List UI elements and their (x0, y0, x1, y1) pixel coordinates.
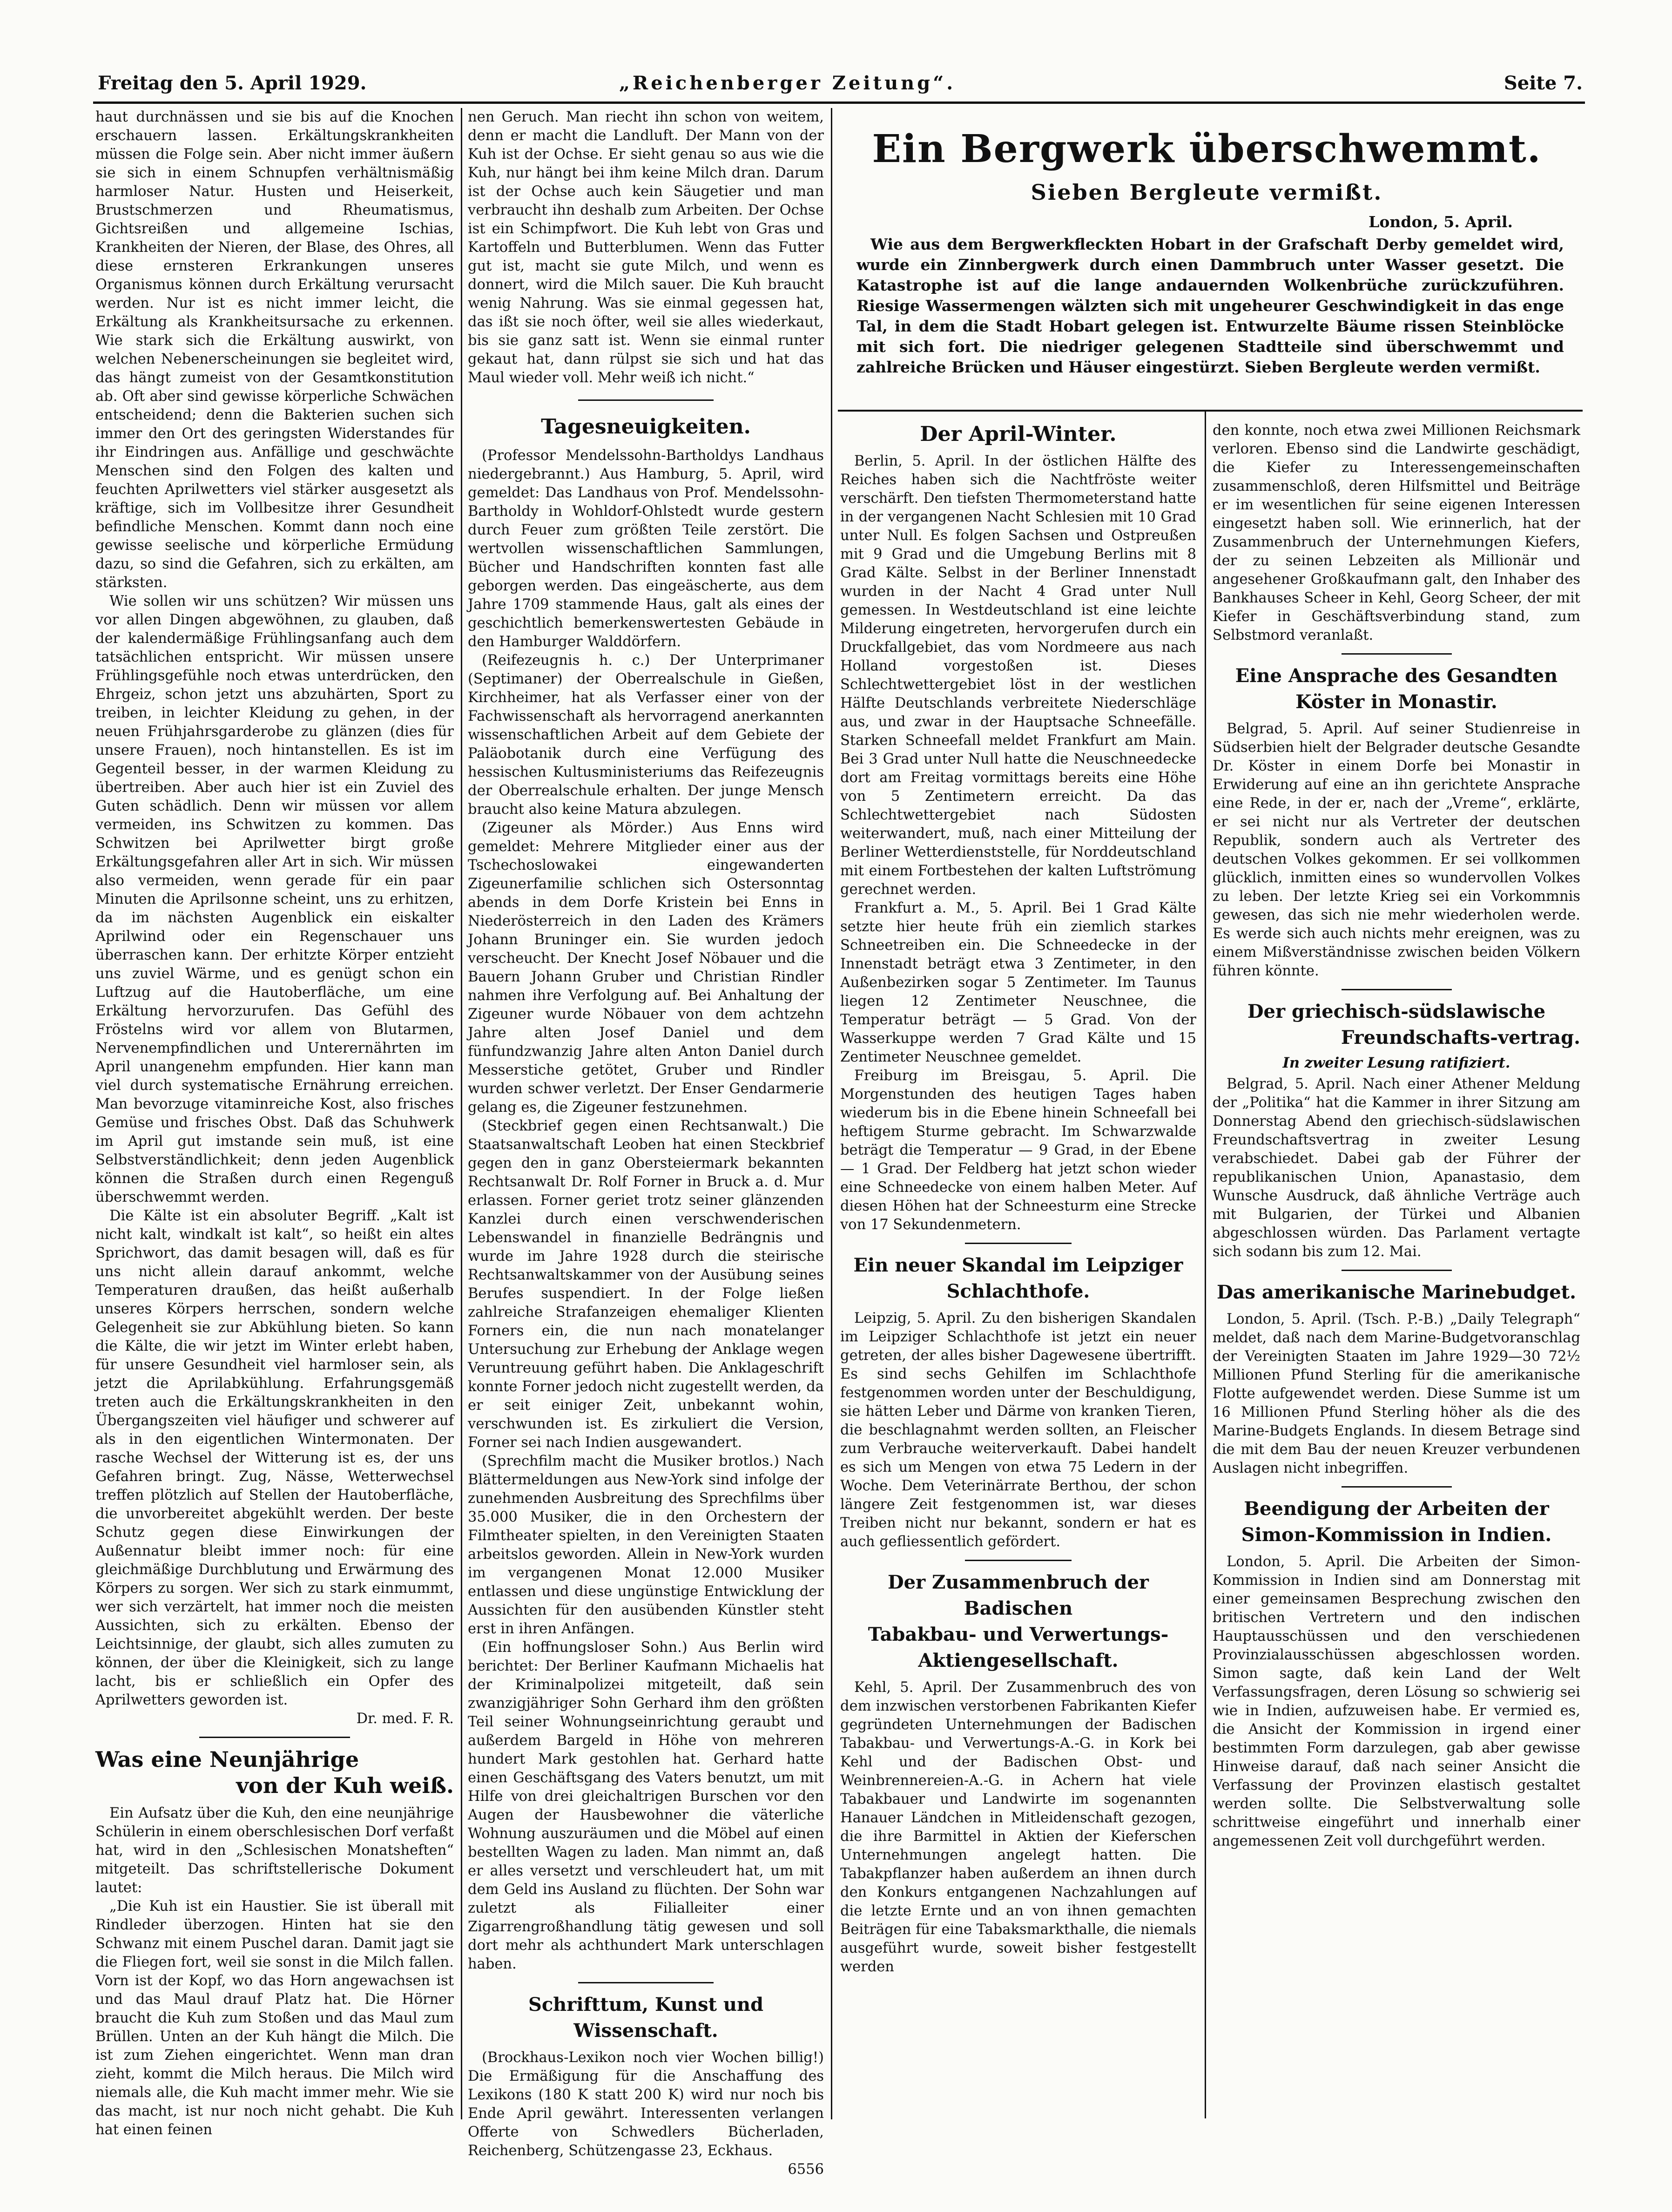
separator-rule (1342, 1270, 1452, 1271)
separator-rule (578, 1982, 714, 1983)
article-title: Das amerikanische Marinebudget. (1216, 1281, 1577, 1303)
col1-paragraph: Die Kälte ist ein absoluter Begriff. „Kalt ist nicht kalt, windkalt ist kalt“, so heißt ein altes Sprichwort, das damit besagen will, daß es für uns nicht allein darauf ankommt, welche Temperaturen draußen, das heißt außerhalb unseres Körpers herrschen, sondern welche Gelegenheit sie zur Abkühlung bieten. So kann die Kälte, die wir jetzt im Winter erlebt haben, für unsere Gesundheit viel harmloser sein, als jetzt die Aprilabkühlung. Erfahrungsgemäß treten auch die Erkältungskrankheiten in den Übergangszeiten viel häufiger und schwerer auf als in den eigentlichen Wintermonaten. Der rasche Wechsel der Witterung ist es, der uns Gefahren bringt. Zug, Nässe, Wetterwechsel treffen plötzlich auf Stellen der Hautoberfläche, die unvorbereitet abgekühlt werden. Der beste Schutz gegen diese Einwirkungen der Außennatur bleibt immer noch: für eine gleichmäßige Durchblutung und Erwärmung des Körpers zu sorgen. Wer sich zu stark einmummt, wer sich verzärtelt, hat immer noch die meisten Aussichten, sich zu erkälten. Ebenso der Leichtsinnige, der glaubt, sich alles zumuten zu können, der über die Kleinigkeit, sich zu lange lacht, bis er schließlich ein Opfer des Aprilwetters geworden ist. (95, 1208, 454, 1708)
lead-article (856, 212, 1564, 378)
column-2 (468, 108, 824, 2178)
col3-paragraph: Freiburg im Breisgau, 5. April. Die Morgenstunden des heutigen Tages haben wiederum bis in die Ebene hinein Schneefall bei heftigem Sturme gebracht. Im Schwarzwalde beträgt die Temperatur — 9 Grad, in der Ebene — 1 Grad. Der Feldberg hat jetzt schon wieder eine Schneedecke von einem halben Meter. Auf diesen Höhen hat der Schneesturm eine Strecke von 17 Sekundenmetern. (840, 1068, 1196, 1233)
news-item: (Ein hoffnungsloser Sohn.) Aus Berlin wird berichtet: Der Berliner Kaufmann Michaelis hat der Kriminalpolizei mitgeteilt, daß sein zwanzigjähriger Sohn Gerhard ihm den größten Teil seiner Wohnungseinrichtung geraubt und außerdem Bargeld in Höhe von mehreren hundert Mark gestohlen hat. Gerhard hatte einen Geschäftsgang des Vaters benutzt, um mit Hilfe von drei gleichaltrigen Burschen vor den Augen der Hausbewohner die väterliche Wohnung auszuräumen und die Möbel auf einen bestellten Wagen zu laden. Man nimmt an, daß er alles versetzt und verschleudert hat, um mit dem Geld ins Ausland zu flüchten. Der Sohn war zuletzt als Filialleiter einer Zigarrengroßhandlung tätig gewesen und soll dort mehr als achthundert Mark unterschlagen haben. (468, 1639, 824, 1972)
article-title (840, 1569, 1196, 1674)
col4-paragraph: Belgrad, 5. April. Auf seiner Studienreise in Südserbien hielt der Belgrader deutsche Gesandte Dr. Köster in einem Dorfe bei Monastir in Erwiderung auf eine an ihn gerichtete Ansprache eine Rede, in der er, nach der „Vreme“, erklärte, er sei nicht nur als Vertreter der deutschen Republik, sondern auch als Vertreter des deutschen Volkes gekommen. Er sei vollkommen glücklich, inmitten eines so wundervollen Volkes zu leben. Der letzte Krieg sei ein Vorkommnis gewesen, das sich nie mehr wiederholen werde. Es werde sich auch nichts mehr ereignen, was zu einem Mißverständnisse zwischen beiden Völkern führen könnte. (1213, 721, 1580, 979)
main-headline-block (831, 126, 1583, 206)
separator-rule (578, 399, 714, 401)
article-title-line: Der Zusammenbruch der Badischen (887, 1571, 1149, 1619)
separator-rule (1342, 989, 1452, 990)
lead-bottom-rule (838, 410, 1583, 412)
column-1 (95, 108, 454, 2138)
article-title-line: Eine Ansprache des Gesandten (1235, 665, 1558, 687)
col4-paragraph: den konnte, noch etwa zwei Millionen Reichsmark verloren. Ebenso sind die Landwirte geschädigt, die Kiefer zu Interessengemeinschaften zusammenschloß, deren Hilfsmittel und Beiträge er im wesentlichen für seine eigenen Interessen eingesetzt haben soll. Wie erinnerlich, hat der Zusammenbruch der Unternehmungen Kiefers, der zu seinen Lebzeiten als Millionär und angesehener Großkaufmann galt, den Inhaber des Bankhauses Scheer in Kehl, Georg Scheer, der mit Kiefer in Geschäftsverbindung stand, zum Selbstmord veranlaßt. (1213, 422, 1580, 643)
header-rule (93, 101, 1585, 104)
col4-paragraph: London, 5. April. Die Arbeiten der Simon-Kommission in Indien sind am Donnerstag mit einer gemeinsamen Besprechung zwischen den britischen Vertretern und den indischen Hauptausschüssen und den verschiedenen Provinzialausschüssen abgeschlossen worden. Simon sagte, daß kein Land der Welt Verfassungsfragen, deren Lösung so schwierig sei wie in Indien, aufzuweisen habe. Er vermied es, die Ansicht der Kommission in irgend einer bestimmten Form darzulegen, gab aber gewisse Hinweise darauf, daß nach seiner Ansicht die Verfassung der Provinzen elastisch gestaltet werden sollte. Die Selbstverwaltung solle schrittweise eingeführt und innerhalb einer angemessenen Zeit voll durchgeführt werden. (1213, 1554, 1580, 1849)
separator-rule (965, 1560, 1072, 1561)
article-title-line: Der griechisch-südslawische (1247, 1001, 1546, 1022)
column-divider-3 (1205, 410, 1206, 2118)
col3-paragraph: Berlin, 5. April. In der östlichen Hälfte des Reiches haben sich die Nachtfröste weiter verschärft. Den tiefsten Thermometerstand hatte in der vergangenen Nacht Schlesien mit 10 Grad unter Null. Es folgen Sachsen und Ostpreußen mit 9 Grad und die Umgebung Berlins mit 8 Grad Kälte. Selbst in der Berliner Innenstadt wurden in der Nacht 4 Grad unter Null gemessen. In Westdeutschland ist eine leichte Milderung eingetreten, hervorgerufen durch ein Druckfallgebiet, das vom Nordmeere aus nach Holland vorgestoßen ist. Dieses Schlechtwettergebiet löst in der westlichen Hälfte Deutschlands verbreitete Niederschläge aus, und zwar in der Hauptsache Schneefälle. Starken Schneefall meldet Frankfurt am Main. Bei 3 Grad unter Null hatte die Neuschneedecke dort am Freitag vormittags bereits eine Höhe von 5 Zentimetern erreicht. Da das Schlechtwettergebiet nach Südosten weiterwandert, muß, nach einer Mitteilung der Berliner Wetterdienststelle, für Norddeutschland mit einem Fortbestehen der kalten Luftströmung gerechnet werden. (840, 453, 1196, 898)
col4-paragraph: Belgrad, 5. April. Nach einer Athener Meldung der „Politika“ hat die Kammer in ihrer Sitzung am Donnerstag Abend den griechisch-südslawischen Freundschaftsvertrag in zweiter Lesung verabschiedet. Dabei gab der Führer der republikanischen Union, Apanastasio, dem Wunsche Ausdruck, daß ähnliche Verträge auch mit Bulgarien, der Türkei und Albanien abgeschlossen würden. Das Parlament vertagte sich sodann bis zum 12. Mai. (1213, 1076, 1580, 1260)
separator-rule (965, 1243, 1072, 1244)
page-header (98, 72, 1583, 100)
lead-paragraph: Wie aus dem Bergwerkfleckten Hobart in der Grafschaft Derby gemeldet wird, wurde ein Zinnbergwerk durch einen Dammbruch unter Wasser gesetzt. Die Katastrophe ist auf die lange andauernden Wolkenbrüche zurückzuführen. Riesige Wassermengen wälzten sich mit ungeheurer Geschwindigkeit in das enge Tal, in dem die Stadt Hobart gelegen ist. Entwurzelte Bäume rissen Steinblöcke mit sich fort. Die niedriger gelegenen Stadtteile sind überschwemmt und zahlreiche Brücken und Häuser eingestürzt. Sieben Bergleute werden vermißt. (856, 235, 1564, 376)
article-subtitle: In zweiter Lesung ratifiziert. (1282, 1055, 1510, 1071)
article-title (1213, 663, 1580, 715)
main-headline: Ein Bergwerk überschwemmt. (872, 127, 1542, 171)
article-title-line: Simon-Kommission in Indien. (1241, 1524, 1552, 1546)
col1-paragraph: Wie sollen wir uns schützen? Wir müssen uns vor allen Dingen abgewöhnen, zu glauben, daß der kalendermäßige Frühlingsanfang auch dem tatsächlichen entspricht. Wir müssen unsere Frühlingsgefühle noch etwas unterdrücken, den Ehrgeiz, schon jetzt uns abzuhärten, Sport zu treiben, in leichter Kleidung zu gehen, in der neuen Frühjahrsgarderobe zu glänzen (dies für unsere Frauen), noch hintanstellen. Es ist im Gegenteil besser, in der warmen Kleidung zu übertreiben. Aber auch hier ist ein Zuviel des Guten schädlich. Denn wir müssen vor allem vermeiden, ins Schwitzen zu kommen. Das Schwitzen bei Aprilwetter birgt große Erkältungsgefahren aller Art in sich. Wir müssen also vermeiden, wenn gerade für ein paar Minuten die Aprilsonne scheint, uns zu erhitzen, da im nächsten Augenblick ein eiskalter Aprilwind oder ein Regenschauer uns überraschen kann. Der erhitzte Körper entzieht uns zuviel Wärme, und es genügt schon ein Luftzug auf die Hautoberfläche, um eine Erkältung hervorzurufen. Das Gefühl des Fröstelns wird vor allem von Blutarmen, Nervenempfindlichen und Unterernährten im April unangenehm empfunden. Hier kann man viel durch systematische Ernährung erreichen. Man bevorzuge vitaminreiche Kost, also frisches Gemüse und frisches Obst. Daß das Schuhwerk im April gut imstande sein muß, ist eine Selbstverständlichkeit; denn jeden Augenblick können die Straßen durch einen Regenguß überschwemmt werden. (95, 593, 454, 1205)
article-title (95, 1746, 454, 1799)
separator-rule (199, 1737, 350, 1738)
header-paper-name: „Reichenberger Zeitung“. (619, 72, 956, 94)
col3-paragraph: Frankfurt a. M., 5. April. Bei 1 Grad Kälte setzte hier heute früh ein ziemlich starkes Schneetreiben ein. Die Schneedecke in der Innenstadt beträgt etwa 3 Zentimeter, in den Außenbezirken sogar 5 Zentimeter. Im Taunus liegen 12 Zentimeter Neuschnee, die Temperatur beträgt — 5 Grad. Von der Wasserkuppe werden 7 Grad Kälte und 15 Zentimeter Neuschnee gemeldet. (840, 900, 1196, 1065)
col1-article-paragraph: Ein Aufsatz über die Kuh, den eine neunjährige Schülerin in einem oberschlesischen Dorf verfaßt hat, wird in den „Schlesischen Monatsheften“ mitgeteilt. Das schriftstellerische Dokument lautet: (95, 1805, 454, 1896)
article-title-line: Was eine Neunjährige (95, 1747, 359, 1772)
lead-dateline: London, 5. April. (1369, 213, 1513, 231)
separator-rule (1342, 653, 1452, 655)
article-title-line: Freundschafts-vertrag. (1341, 1027, 1580, 1049)
separator-rule (1342, 1486, 1452, 1488)
article-title-line: Aktiengesellschaft. (918, 1650, 1119, 1671)
column-divider-1 (461, 108, 462, 2119)
article-signature: Dr. med. F. R. (356, 1711, 454, 1727)
section-title: Tagesneuigkeiten. (541, 415, 751, 439)
news-item: (Reifezeugnis h. c.) Der Unterprimaner (Septimaner) der Oberrealschule in Gießen, Kirchheimer, hat als Verfasser einer von der Fachwissenschaft als hervorragend anerkannten wissenschaftlichen Arbeit auf dem Gebiete der Paläobotanik durch eine Verfügung des hessischen Kultusministeriums das Reifezeugnis der Oberrealschule erhalten. Der junge Mensch braucht also keine Matura abzulegen. (468, 652, 824, 818)
article-title (1213, 999, 1580, 1051)
notice-item: (Brockhaus-Lexikon noch vier Wochen billig!) Die Ermäßigung für die Anschaffung des Lexikons (180 K statt 200 K) wird nur noch bis Ende April gewährt. Interessenten verlangen Offerte von Schwedlers Bücherladen, Reichenberg, Schützengasse 23, Eckhaus. (468, 2050, 824, 2159)
article-title-line: Ein neuer Skandal im Leipziger (853, 1254, 1183, 1276)
col2-paragraph: nen Geruch. Man riecht ihn schon von weitem, denn er macht die Landluft. Der Mann von der Kuh ist der Ochse. Er sieht genau so aus wie die Kuh, nur hängt bei ihm keine Milch dran. Darum ist der Ochse auch kein Säugetier und man verbraucht ihn deshalb zum Arbeiten. Der Ochse ist ein Schimpfwort. Die Kuh lebt von Gras und Kartoffeln und Butterblumen. Wenn das Futter gut ist, macht sie gute Milch, und wenn es donnert, wird die Milch sauer. Die Kuh braucht wenig Nahrung. Was sie einmal gegessen hat, das ißt sie noch öfter, weil sie alles wiederkaut, bis sie ganz satt ist. Wenn sie einmal runter gekaut hat, dann rülpst sie sich und hat das Maul wieder voll. Mehr weiß ich nicht.“ (468, 109, 824, 386)
news-item: (Steckbrief gegen einen Rechtsanwalt.) Die Staatsanwaltschaft Leoben hat einen Steckbrief gegen den in ganz Obersteiermark bekannten Rechtsanwalt Dr. Rolf Forner in Bruck a. d. Mur erlassen. Forner geriet trotz seiner glänzenden Kanzlei durch einen verschwenderischen Lebenswandel in finanzielle Bedrängnis und wurde im Jahre 1928 durch die steirische Rechtsanwaltskammer von der Ausübung seines Berufes suspendiert. In der Folge ließen zahlreiche Strafanzeigen ehemaliger Klienten Forners ein, die nun nach monatelanger Untersuchung zur Erhebung der Anklage wegen Veruntreuung geführt haben. Die Anklageschrift konnte Forner jedoch nicht zugestellt werden, da er seit einiger Zeit, unbekannt wohin, verschwunden ist. Es zirkuliert die Version, Forner sei nach Indien ausgewandert. (468, 1118, 824, 1451)
article-title-line: Tabakbau- und Verwertungs- (868, 1623, 1169, 1645)
article-title-line: von der Kuh weiß. (236, 1773, 454, 1798)
article-title: Der April-Winter. (920, 422, 1117, 446)
column-3 (840, 421, 1196, 2118)
section-title: Schrifttum, Kunst und Wissenschaft. (528, 1994, 764, 2042)
header-page-number: Seite 7. (1503, 72, 1583, 94)
col1-article-paragraph: „Die Kuh ist ein Haustier. Sie ist überall mit Rindleder überzogen. Hinten hat sie den Schwanz mit einem Puschel daran. Damit jagt sie die Fliegen fort, weil sie sonst in die Milch fallen. Vorn ist der Kopf, wo das Horn angewachsen ist und das Maul drauf Platz hat. Die Hörner braucht die Kuh zum Stoßen und das Maul zum Brüllen. Unten an der Kuh hängt die Milch. Die ist zum Ziehen eingerichtet. Wenn man dran zieht, kommt die Milch heraus. Die Milch wird niemals alle, die Kuh macht immer mehr. Wie sie das macht, ist nur noch nicht gehabt. Die Kuh hat einen feinen (95, 1898, 454, 2138)
col4-paragraph: London, 5. April. (Tsch. P.-B.) „Daily Telegraph“ meldet, daß nach dem Marine-Budgetvoranschlag der Vereinigten Staaten im Jahre 1929—30 72½ Millionen Pfund Sterling für die amerikanische Flotte aufgewendet werden. Diese Summe ist um 16 Millionen Pfund Sterling höher als die des Marine-Budgets Englands. In diesem Betrage sind die mit dem Bau der neuen Kreuzer verbundenen Auslagen nicht inbegriffen. (1213, 1311, 1580, 1476)
article-title (840, 1252, 1196, 1305)
article-title (1213, 1496, 1580, 1548)
column-4 (1213, 421, 1580, 2118)
column-divider-2 (831, 108, 832, 2119)
news-item: (Professor Mendelssohn-Bartholdys Landhaus niedergebrannt.) Aus Hamburg, 5. April, wird gemeldet: Das Landhaus von Prof. Mendelssohn-Bartholdy in Wohldorf-Ohlstedt wurde gestern durch Feuer zum größten Teile zerstört. Die wertvollen wissenschaftlichen Sammlungen, Bücher und Handschriften konnten fast alle geborgen werden. Das eingeäscherte, aus dem Jahre 1709 stammende Haus, galt als eines der geschichtlich bemerkenswertesten Gebäude in den Hamburger Walddörfern. (468, 447, 824, 650)
article-title-line: Köster in Monastir. (1295, 691, 1497, 713)
notice-code: 6556 (788, 2161, 824, 2178)
article-title-line: Beendigung der Arbeiten der (1244, 1498, 1549, 1520)
news-item: (Zigeuner als Mörder.) Aus Enns wird gemeldet: Mehrere Mitglieder einer aus der Tschechoslowakei eingewanderten Zigeunerfamilie schlichen sich Ostersonntag abends in dem Dorfe Kristein bei Enns in Niederösterreich in den Laden des Krämers Johann Bruninger ein. Sie wurden jedoch verscheucht. Der Knecht Josef Nöbauer und die Bauern Johann Gruber und Christian Rindler nahmen ihre Verfolgung auf. Bei Anhaltung der Zigeuner wurde Nöbauer von dem achtzehn Jahre alten Josef Daniel und dem fünfundzwanzig Jahre alten Anton Daniel durch Messerstiche getötet, Gruber und Rindler wurden schwer verletzt. Der Enser Gendarmerie gelang es, die Zigeuner festzunehmen. (468, 820, 824, 1116)
header-date: Freitag den 5. April 1929. (98, 72, 367, 94)
col3-paragraph: Kehl, 5. April. Der Zusammenbruch des von dem inzwischen verstorbenen Fabrikanten Kiefer gegründeten Unternehmungen der Badischen Tabakbau- und Verwertungs-A.-G. in Kork bei Kehl und der Badischen Obst- und Weinbrennereien-A.-G. in Achern hat viele Tabakbauer und Landwirte im sogenannten Hanauer Ländchen in Mitleidenschaft gezogen, die ihre Barmittel in Aktien der Kieferschen Unternehmungen angelegt hatten. Die Tabakpflanzer haben außerdem an ihnen durch den Konkurs entgangenen Nachzahlungen auf die letzte Ernte und an von ihnen gemachten Beiträgen für eine Tabaksmarkthalle, die niemals ausgeführt wurde, soweit bisher festgestellt werden (840, 1679, 1196, 1975)
article-title-line: Schlachthofe. (946, 1280, 1090, 1302)
col1-paragraph: haut durchnässen und sie bis auf die Knochen erschauern lassen. Erkältungskrankheiten müssen die Folge sein. Aber nicht immer äußern sie sich in einem Schnupfen verhältnismäßig harmloser Natur. Husten und Heiserkeit, Brustschmerzen und Rheumatismus, Gichtsreißen und allgemeine Ischias, Krankheiten der Nieren, der Blase, des Ohres, all diese ernsteren Erkrankungen unseres Organismus können durch Erkältung verursacht werden. Nur ist es nicht immer leicht, die Erkältung als Krankheitsursache zu erkennen. Wie stark sich die Erkältung auswirkt, von welchen Nebenerscheinungen sie begleitet wird, das hängt zumeist von der Gesamtkonstitution ab. Oft aber sind gewisse körperliche Schwächen entscheidend; denn die Bakterien suchen sich immer den Ort des geringsten Widerstandes für ihr Eindringen aus. Anfällige und geschwächte Menschen sind den Folgen des kalten und feuchten Aprilwetters viel stärker ausgesetzt als kräftige, sich im Vollbesitze ihrer Gesundheit befindliche Menschen. Kommt dann noch eine gewisse seelische und körperliche Ermüdung dazu, so sind die Gefahren, sich zu erkälten, am stärksten. (95, 109, 454, 591)
main-subheadline: Sieben Bergleute vermißt. (1031, 180, 1383, 205)
col3-paragraph: Leipzig, 5. April. Zu den bisherigen Skandalen im Leipziger Schlachthofe ist jetzt ein neuer getreten, der alles bisher Dagewesene übertrifft. Es sind sechs Gehilfen im Schlachthofe festgenommen worden unter der Beschuldigung, sie hätten Leber und Därme von kranken Tieren, die beschlagnahmt werden sollten, an Fleischer zum Verbrauche weiterverkauft. Dabei handelt es sich um Mengen von etwa 75 Ledern in der Woche. Dem Veterinärrate Berthou, der schon längere Zeit festgenommen ist, war dieses Treiben nicht nur bekannt, sondern er hat es auch gefliessentlich gefördert. (840, 1310, 1196, 1550)
news-item: (Sprechfilm macht die Musiker brotlos.) Nach Blättermeldungen aus New-York sind infolge der zunehmenden Ausbreitung des Sprechfilms über 35.000 Musiker, die in den Orchestern der Filmtheater spielten, in den Vereinigten Staaten arbeitslos geworden. Allein in New-York wurden im vergangenen Monat 12.000 Musiker entlassen und diese ungünstige Entwicklung der Aussichten für den ausübenden Künstler steht erst in ihren Anfängen. (468, 1453, 824, 1637)
